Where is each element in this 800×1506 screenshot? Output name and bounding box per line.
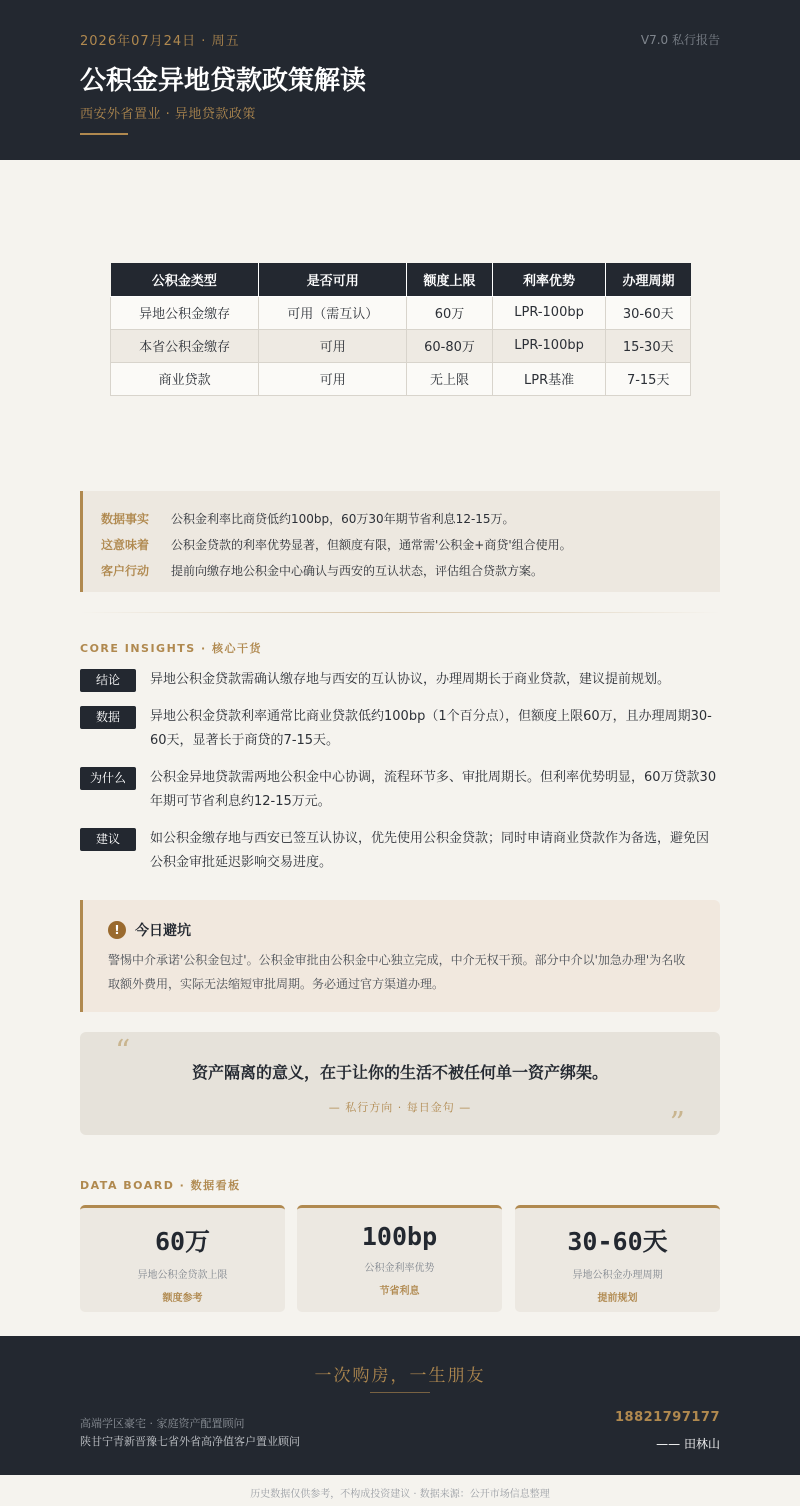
table-cell: 本省公积金缴存	[111, 329, 259, 362]
report-version: V7.0 私行报告	[640, 33, 720, 47]
fact-text: 提前向缴存地公积金中心确认与西安的互认状态，评估组合贷款方案。	[171, 563, 544, 578]
table-header-cell: 办理周期	[606, 263, 691, 296]
data-card	[515, 1205, 720, 1312]
table-cell: 60-80万	[407, 329, 492, 362]
warning-box	[80, 900, 720, 1012]
close-quote-icon: ”	[669, 1106, 685, 1141]
card-label: 异地公积金贷款上限	[137, 1270, 228, 1281]
table-cell: 可用	[259, 329, 407, 362]
footer-slogan: 一次购房，一生朋友	[314, 1366, 486, 1386]
data-card	[297, 1205, 502, 1312]
table-header-row	[111, 263, 691, 296]
data-card	[80, 1205, 285, 1312]
fact-label: 这意味着	[101, 537, 150, 552]
exclamation-icon: !	[108, 921, 126, 939]
card-tag: 额度参考	[162, 1293, 203, 1304]
insight-tag: 建议	[80, 828, 136, 851]
card-tag: 提前规划	[597, 1293, 638, 1304]
insight-text: 异地公积金贷款利率通常比商业贷款低约100bp（1个百分点），但额度上限60万，且办理周期30-60天，显著长于商贷的7-15天。	[150, 709, 712, 748]
card-tag: 节省利息	[379, 1286, 420, 1297]
table-cell: 7-15天	[606, 362, 691, 395]
table-header-cell: 利率优势	[492, 263, 606, 296]
card-value: 30-60天	[567, 1227, 668, 1256]
fact-row	[101, 557, 720, 583]
table-cell: 可用（需互认）	[259, 296, 407, 329]
insight-tag: 数据	[80, 706, 136, 729]
board-section-title: DATA BOARD · 数据看板	[80, 1179, 241, 1192]
table-row	[111, 329, 691, 362]
open-quote-icon: “	[115, 1034, 131, 1069]
insight-item	[80, 706, 720, 753]
section-divider	[80, 612, 720, 613]
card-value: 60万	[154, 1227, 211, 1256]
table-cell: 无上限	[407, 362, 492, 395]
table-cell: 30-60天	[606, 296, 691, 329]
card-label: 公积金利率优势	[364, 1263, 435, 1274]
insight-tag: 为什么	[80, 767, 136, 790]
fact-row	[101, 531, 720, 557]
table-cell: 可用	[259, 362, 407, 395]
fact-text: 公积金贷款的利率优势显著，但额度有限，通常需'公积金+商贷'组合使用。	[171, 537, 572, 552]
policy-comparison-table	[110, 263, 691, 396]
report-footer	[0, 1336, 800, 1475]
insight-text: 公积金异地贷款需两地公积金中心协调，流程环节多、审批周期长。但利率优势明显，60万贷款30年期可节省利息约12-15万元。	[150, 770, 717, 809]
card-value: 100bp	[361, 1222, 438, 1251]
table-cell: LPR-100bp	[492, 329, 606, 362]
footer-divider	[370, 1392, 430, 1393]
insight-text: 如公积金缴存地与西安已签互认协议，优先使用公积金贷款；同时申请商业贷款作为备选，避免因公积金审批延迟影响交易进度。	[150, 831, 710, 870]
insight-item	[80, 767, 720, 814]
page-title: 公积金异地贷款政策解读	[80, 66, 367, 96]
quote-source: — 私行方向 · 每日金句 —	[328, 1101, 472, 1114]
title-underline	[80, 133, 128, 135]
contact-phone[interactable]: 18821797177	[615, 1410, 720, 1425]
report-date: 2026年07月24日 · 周五	[80, 34, 240, 49]
data-facts-box	[80, 491, 720, 592]
warning-text: 警惕中介承诺'公积金包过'。公积金审批由公积金中心独立完成，中介无权干预。部分中介以'加急办理'为名收取额外费用，实际无法缩短审批周期。务必通过官方渠道办理。	[108, 953, 686, 991]
footer-description: 陕甘宁青新晋豫七省外省高净值客户置业顾问	[80, 1435, 300, 1448]
table-cell: LPR基准	[492, 362, 606, 395]
page-subtitle: 西安外省置业 · 异地贷款政策	[80, 107, 256, 122]
table-header-cell: 额度上限	[407, 263, 492, 296]
table-cell: 异地公积金缴存	[111, 296, 259, 329]
table-row	[111, 296, 691, 329]
warning-title: 今日避坑	[135, 923, 191, 939]
table-header-cell: 公积金类型	[111, 263, 259, 296]
fact-label: 客户行动	[101, 563, 150, 578]
card-label: 异地公积金办理周期	[572, 1270, 663, 1281]
table-cell: LPR-100bp	[492, 296, 606, 329]
table-cell: 60万	[407, 296, 492, 329]
insights-section-title: CORE INSIGHTS · 核心干货	[80, 642, 263, 655]
disclaimer: 历史数据仅供参考，不构成投资建议 · 数据来源：公开市场信息整理	[250, 1489, 550, 1500]
table-row	[111, 362, 691, 395]
table-cell: 15-30天	[606, 329, 691, 362]
insight-text: 异地公积金贷款需确认缴存地与西安的互认协议，办理周期长于商业贷款，建议提前规划。	[150, 672, 671, 687]
report-header	[0, 0, 800, 160]
insight-tag: 结论	[80, 669, 136, 692]
quote-text: 资产隔离的意义，在于让你的生活不被任何单一资产绑架。	[191, 1063, 608, 1082]
table-header-cell: 是否可用	[259, 263, 407, 296]
fact-label: 数据事实	[101, 511, 150, 526]
daily-quote	[80, 1032, 720, 1141]
advisor-name: —— 田林山	[656, 1437, 720, 1451]
fact-row	[101, 505, 720, 531]
insight-item	[80, 828, 720, 875]
footer-tagline: 高端学区豪宅 · 家庭资产配置顾问	[80, 1417, 245, 1430]
insight-item	[80, 669, 720, 692]
table-cell: 商业贷款	[111, 362, 259, 395]
warning-header	[108, 918, 696, 942]
fact-text: 公积金利率比商贷低约100bp，60万30年期节省利息12-15万。	[171, 511, 515, 526]
